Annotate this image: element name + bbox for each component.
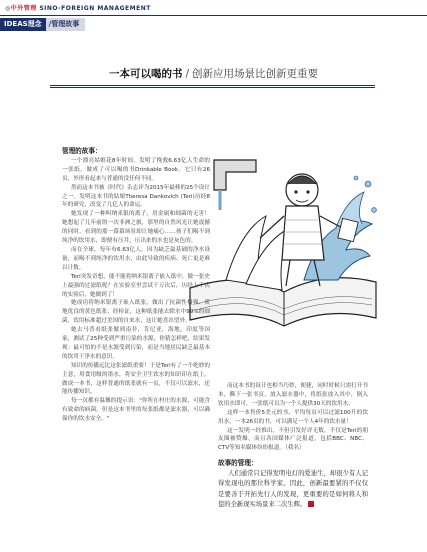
- left-column-heading: 管理的故事：: [62, 147, 102, 155]
- paragraph: 然而这本书被《时代》杂志评为2015年最棒的25个设计之一。发明这本书的姑娘Theresa Dankovich (Teri)历经8年的研究，改变了几亿人的命运。: [62, 184, 210, 209]
- section-tag: [0, 18, 85, 31]
- brand-prefix: ◎: [5, 5, 11, 12]
- book-illustration: [186, 120, 381, 352]
- section-tag-ideas: IDEAS理念: [0, 18, 46, 31]
- paragraph: 她发现了一种叫纳米银的离子，用金属和细菌的无害！她想起了几年前的一次非洲之旅，那里的自然风光让她震撼的同时，看到的那一幕幕场景却让她痛心……孩子们喝不到纯净的饮用水，即便有压井，压出来的水也是灰色的。: [62, 211, 210, 245]
- end-mark-icon: ■: [308, 501, 314, 507]
- brand-chinese: 中外管理: [10, 5, 37, 12]
- right-column: [218, 382, 368, 510]
- title-underline-second: [50, 87, 375, 88]
- magazine-brand: [5, 3, 151, 12]
- paragraph: 这样一本售价5美元的书，平均每页可以过滤100升的饮用水，一本26页的书，可以满足一个人4年的饮水量！: [218, 409, 368, 425]
- paragraph: 知识的传播远比这张滤纸重要！于是Teri有了一个绝妙的主意，用食用级的墨水，将安全卫生饮水的知识印在纸上。做成一本书，这样普通的纸张就有一页，不仅可以滤水，还能传播知识。: [62, 362, 210, 396]
- title-separator: /: [185, 68, 190, 80]
- paragraph: 她去马普看纸张做到南非，肯尼亚，海地，印度等国家，测试了25种受到严重污染的水源，你猜怎样吧，结果发现：最可怕的不是水源受到污染，而是当地居民缺乏最基本的饮用干净水的意识。: [62, 327, 210, 360]
- title-underline: [50, 85, 375, 86]
- story-heading: 故事的管理：: [218, 459, 258, 468]
- paragraph: Teri突发奇想，能不能将纳米银离子嵌入纸中，做一张史上最强的过滤纸呢？在实验室里尝试千万次后，历经上千次的实验后，她做到了！: [62, 273, 210, 298]
- paragraph: 而在全球，每年有6.63亿人，因为缺乏最基础的净水设备，而喝不到纯净的饮用水，由此导致的疾病、死亡更是难以计数。: [62, 246, 210, 271]
- paragraph: 这一发明一经推出，不但引发好评无数，不仅是Teri的朋友圈被赞爆，而且各国媒体广泛报道，包括BBC、NBC、CTV等知名媒体纷纷报道。（我名）: [218, 427, 368, 452]
- story-paragraph: [218, 469, 368, 510]
- paragraph: 她成功将纳米银离子嵌入纸张，做出了抗菌性极强、质地优良的黄色纸张，经检证，这种纸张能去除水中99%的细菌，饮用标准超过美国的自来水，这让她喜出望外。: [62, 300, 210, 325]
- article-title-block: [0, 62, 427, 84]
- header-divider: [0, 15, 427, 16]
- left-column: [62, 147, 210, 424]
- paragraph: 而这本书的设计也相当巧妙，便捷，同时时候只需打开书本，撕下一张书页，放入滤水器中，将纸张放入其中，倒入饮用水即可，一张纸可以为一个人提供30天的饮用水。: [218, 383, 368, 407]
- title-main: 一本可以喝的书: [108, 68, 183, 80]
- article-title: [0, 66, 427, 81]
- page-header: [0, 0, 427, 18]
- brand-english: SINO-FOREIGN MANAGEMENT: [36, 5, 151, 12]
- section-tag-story: /管理故事: [46, 18, 86, 31]
- title-subtitle: 创新应用场景比创新更重要: [192, 68, 319, 80]
- story-text: 人们通常只记得发明电灯的爱迪生，却很少有人记得发现电的那位科学家。因此，创新最要紧的不仅仅是要善于开拓先行人的发现，更重要的是如何将人和偿的全新现实场景来二次生辉。: [218, 470, 368, 508]
- paragraph: 一个漂亮姑娘花8年时间，发明了挽救6.63亿人生命的一张纸，做成了可以喝的书Drinkable Book。它只有26页，外形看起来与普通的没任何不同。: [62, 157, 210, 182]
- paragraph: 每一页都有温馨的提示语："你所在村庄的水源，可能含有致命的病菌，但是这本书里的每张纸都是滤水器，可以确保你的饮水安全。": [62, 398, 210, 423]
